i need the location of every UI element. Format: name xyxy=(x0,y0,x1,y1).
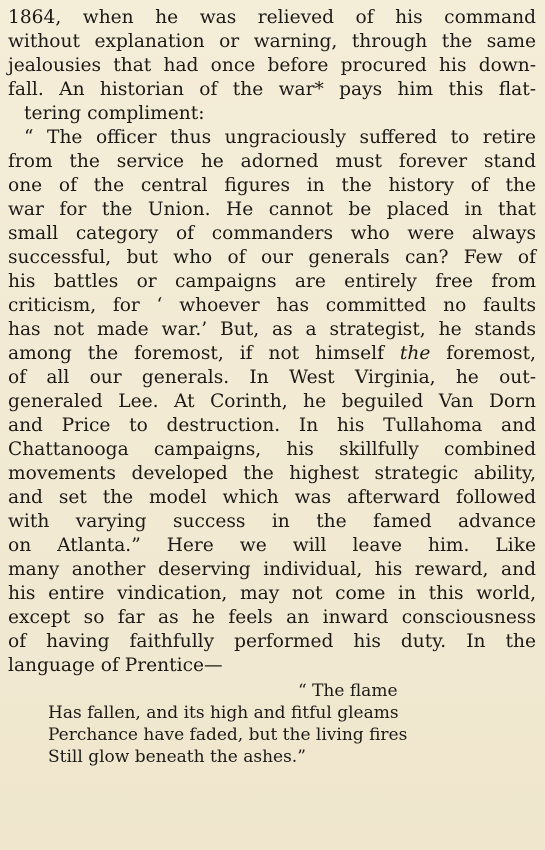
text-line: language of Prentice— xyxy=(8,655,223,676)
text-line: from the service he adorned must forever stand xyxy=(8,151,536,172)
text-line: Chattanooga campaigns, his skillfully combined xyxy=(8,439,536,460)
text-line xyxy=(8,342,536,366)
text-line: of having faithfully performed his duty. In the xyxy=(8,631,536,652)
text-line: generaled Lee. At Corinth, he beguiled Van Dorn xyxy=(8,391,536,412)
text-line: his entire vindication, may not come in this world, xyxy=(8,583,536,604)
text-line: and Price to destruction. In his Tullahoma and xyxy=(8,415,536,436)
text-line: many another deserving individual, his reward, and xyxy=(8,559,536,580)
text-line: one of the central figures in the history of the xyxy=(8,175,536,196)
text-line: “ The officer thus ungraciously suffered to retire xyxy=(24,127,536,148)
text-run: among the foremost, if not himself xyxy=(8,343,384,364)
text-line: tering compliment: xyxy=(24,103,205,124)
poem-line: Perchance have faded, but the living fires xyxy=(48,725,408,745)
text-line: his battles or campaigns are entirely free from xyxy=(8,271,536,292)
poem-line: “ The flame xyxy=(298,681,398,701)
text-line: and set the model which was afterward followed xyxy=(8,487,536,508)
text-line: fall. An historian of the war* pays him this flat- xyxy=(8,79,536,100)
poem-line: Has fallen, and its high and fitful gleams xyxy=(48,703,399,723)
text-line: successful, but who of our generals can? Few of xyxy=(8,247,536,268)
poem-line: Still glow beneath the ashes.” xyxy=(48,747,306,767)
text-run: foremost, xyxy=(446,343,536,364)
text-line: 1864, when he was relieved of his command xyxy=(8,7,536,28)
text-line: war for the Union. He cannot be placed in that xyxy=(8,199,536,220)
text-line: criticism, for ‘ whoever has committed no faults xyxy=(8,295,536,316)
text-line: except so far as he feels an inward consciousness xyxy=(8,607,536,628)
text-line: small category of commanders who were always xyxy=(8,223,536,244)
text-line: of all our generals. In West Virginia, he out- xyxy=(8,367,536,388)
text-line: movements developed the highest strategic ability, xyxy=(8,463,536,484)
text-line: on Atlanta.” Here we will leave him. Like xyxy=(8,535,536,556)
text-line: without explanation or warning, through the same xyxy=(8,31,536,52)
text-line: with varying success in the famed advance xyxy=(8,511,536,532)
emphasis-text: the xyxy=(399,343,431,364)
text-line: has not made war.’ But, as a strategist, he stands xyxy=(8,319,536,340)
text-line: jealousies that had once before procured his down- xyxy=(8,55,536,76)
